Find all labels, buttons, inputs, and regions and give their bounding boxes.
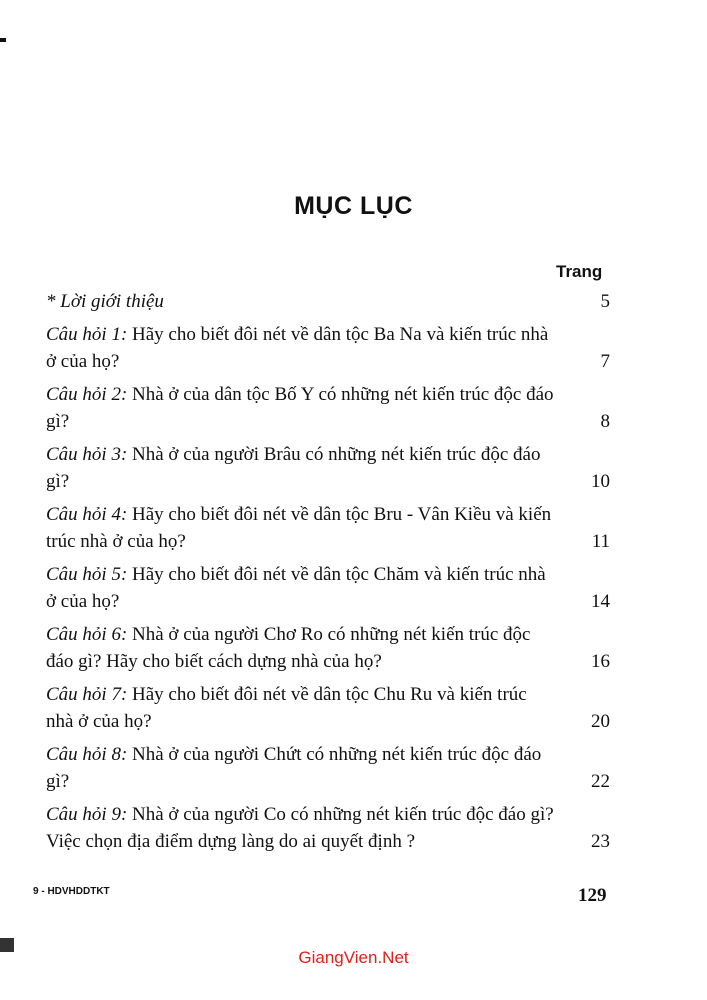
- toc-entry[interactable]: [46, 681, 612, 735]
- toc-entry[interactable]: [46, 801, 612, 855]
- toc-entry[interactable]: [46, 381, 612, 435]
- toc-entry-title: Nhà ở của người Chứt có những nét kiến trúc độc đáo gì?: [46, 744, 542, 792]
- toc-entry-text: [46, 621, 558, 675]
- watermark-link[interactable]: GiangVien.Net: [298, 948, 409, 967]
- page-title: MỤC LỤC: [294, 192, 413, 220]
- toc-entry-text: [46, 561, 558, 615]
- table-of-contents: [46, 288, 612, 861]
- toc-entry-label: Câu hỏi 8:: [46, 744, 128, 765]
- toc-entry-text: [46, 321, 558, 375]
- toc-entry-label: Câu hỏi 9:: [46, 804, 128, 825]
- toc-entry-label: Câu hỏi 2:: [46, 384, 128, 405]
- toc-entry-text: [46, 741, 558, 795]
- scan-mark: [0, 38, 6, 42]
- toc-entry-text: [46, 681, 558, 735]
- footer-page-number: 129: [578, 885, 607, 906]
- toc-entry-text: [46, 381, 558, 435]
- page-column-header: Trang: [556, 262, 603, 281]
- toc-entry-text: [46, 501, 558, 555]
- toc-entry[interactable]: [46, 621, 612, 675]
- toc-entry-page-number: 22: [591, 771, 610, 792]
- toc-entry-title: Nhà ở của người Brâu có những nét kiến trúc độc đáo gì?: [46, 444, 541, 492]
- toc-entry-title: Hãy cho biết đôi nét về dân tộc Chăm và kiến trúc nhà ở của họ?: [46, 564, 546, 612]
- toc-entry-label: Câu hỏi 5:: [46, 564, 128, 585]
- toc-entry-text: [46, 801, 558, 855]
- toc-entry[interactable]: [46, 441, 612, 495]
- toc-entry-page-number: 10: [591, 471, 610, 492]
- toc-entry-title: Nhà ở của người Chơ Ro có những nét kiến trúc độc đáo gì? Hãy cho biết cách dựng nhà của họ?: [46, 624, 531, 672]
- toc-entry-label: Câu hỏi 3:: [46, 444, 128, 465]
- toc-entry-label: Câu hỏi 4:: [46, 504, 128, 525]
- footer-signature: 9 - HDVHDDTKT: [33, 886, 110, 897]
- toc-entry-page-number: 16: [591, 651, 610, 672]
- toc-entry-label: Câu hỏi 1:: [46, 324, 128, 345]
- toc-entry-title: Hãy cho biết đôi nét về dân tộc Chu Ru và kiến trúc nhà ở của họ?: [46, 684, 527, 732]
- toc-entry[interactable]: [46, 501, 612, 555]
- toc-entry-label: Câu hỏi 6:: [46, 624, 128, 645]
- toc-entry-page-number: 8: [600, 411, 610, 432]
- toc-entry-page-number: 5: [600, 291, 610, 312]
- toc-entry-text: [46, 441, 558, 495]
- toc-entry-title: Hãy cho biết đôi nét về dân tộc Bru - Vân Kiều và kiến trúc nhà ở của họ?: [46, 504, 552, 552]
- toc-entry-page-number: 20: [591, 711, 610, 732]
- toc-entry[interactable]: [46, 741, 612, 795]
- toc-entry[interactable]: [46, 288, 612, 315]
- toc-entry-text: [46, 288, 558, 315]
- toc-entry-title: Hãy cho biết đôi nét về dân tộc Ba Na và kiến trúc nhà ở của họ?: [46, 324, 549, 372]
- toc-entry-title: Nhà ở của người Co có những nét kiến trúc độc đáo gì? Việc chọn địa điểm dựng làng do ai quyết định ?: [46, 804, 554, 852]
- toc-entry-label: * Lời giới thiệu: [46, 291, 164, 312]
- toc-entry-page-number: 23: [591, 831, 610, 852]
- toc-entry-page-number: 7: [600, 351, 610, 372]
- toc-entry-page-number: 11: [591, 531, 610, 552]
- toc-entry-page-number: 14: [591, 591, 610, 612]
- toc-entry-title: Nhà ở của dân tộc Bố Y có những nét kiến trúc độc đáo gì?: [46, 384, 554, 432]
- toc-entry[interactable]: [46, 321, 612, 375]
- toc-entry[interactable]: [46, 561, 612, 615]
- toc-entry-label: Câu hỏi 7:: [46, 684, 128, 705]
